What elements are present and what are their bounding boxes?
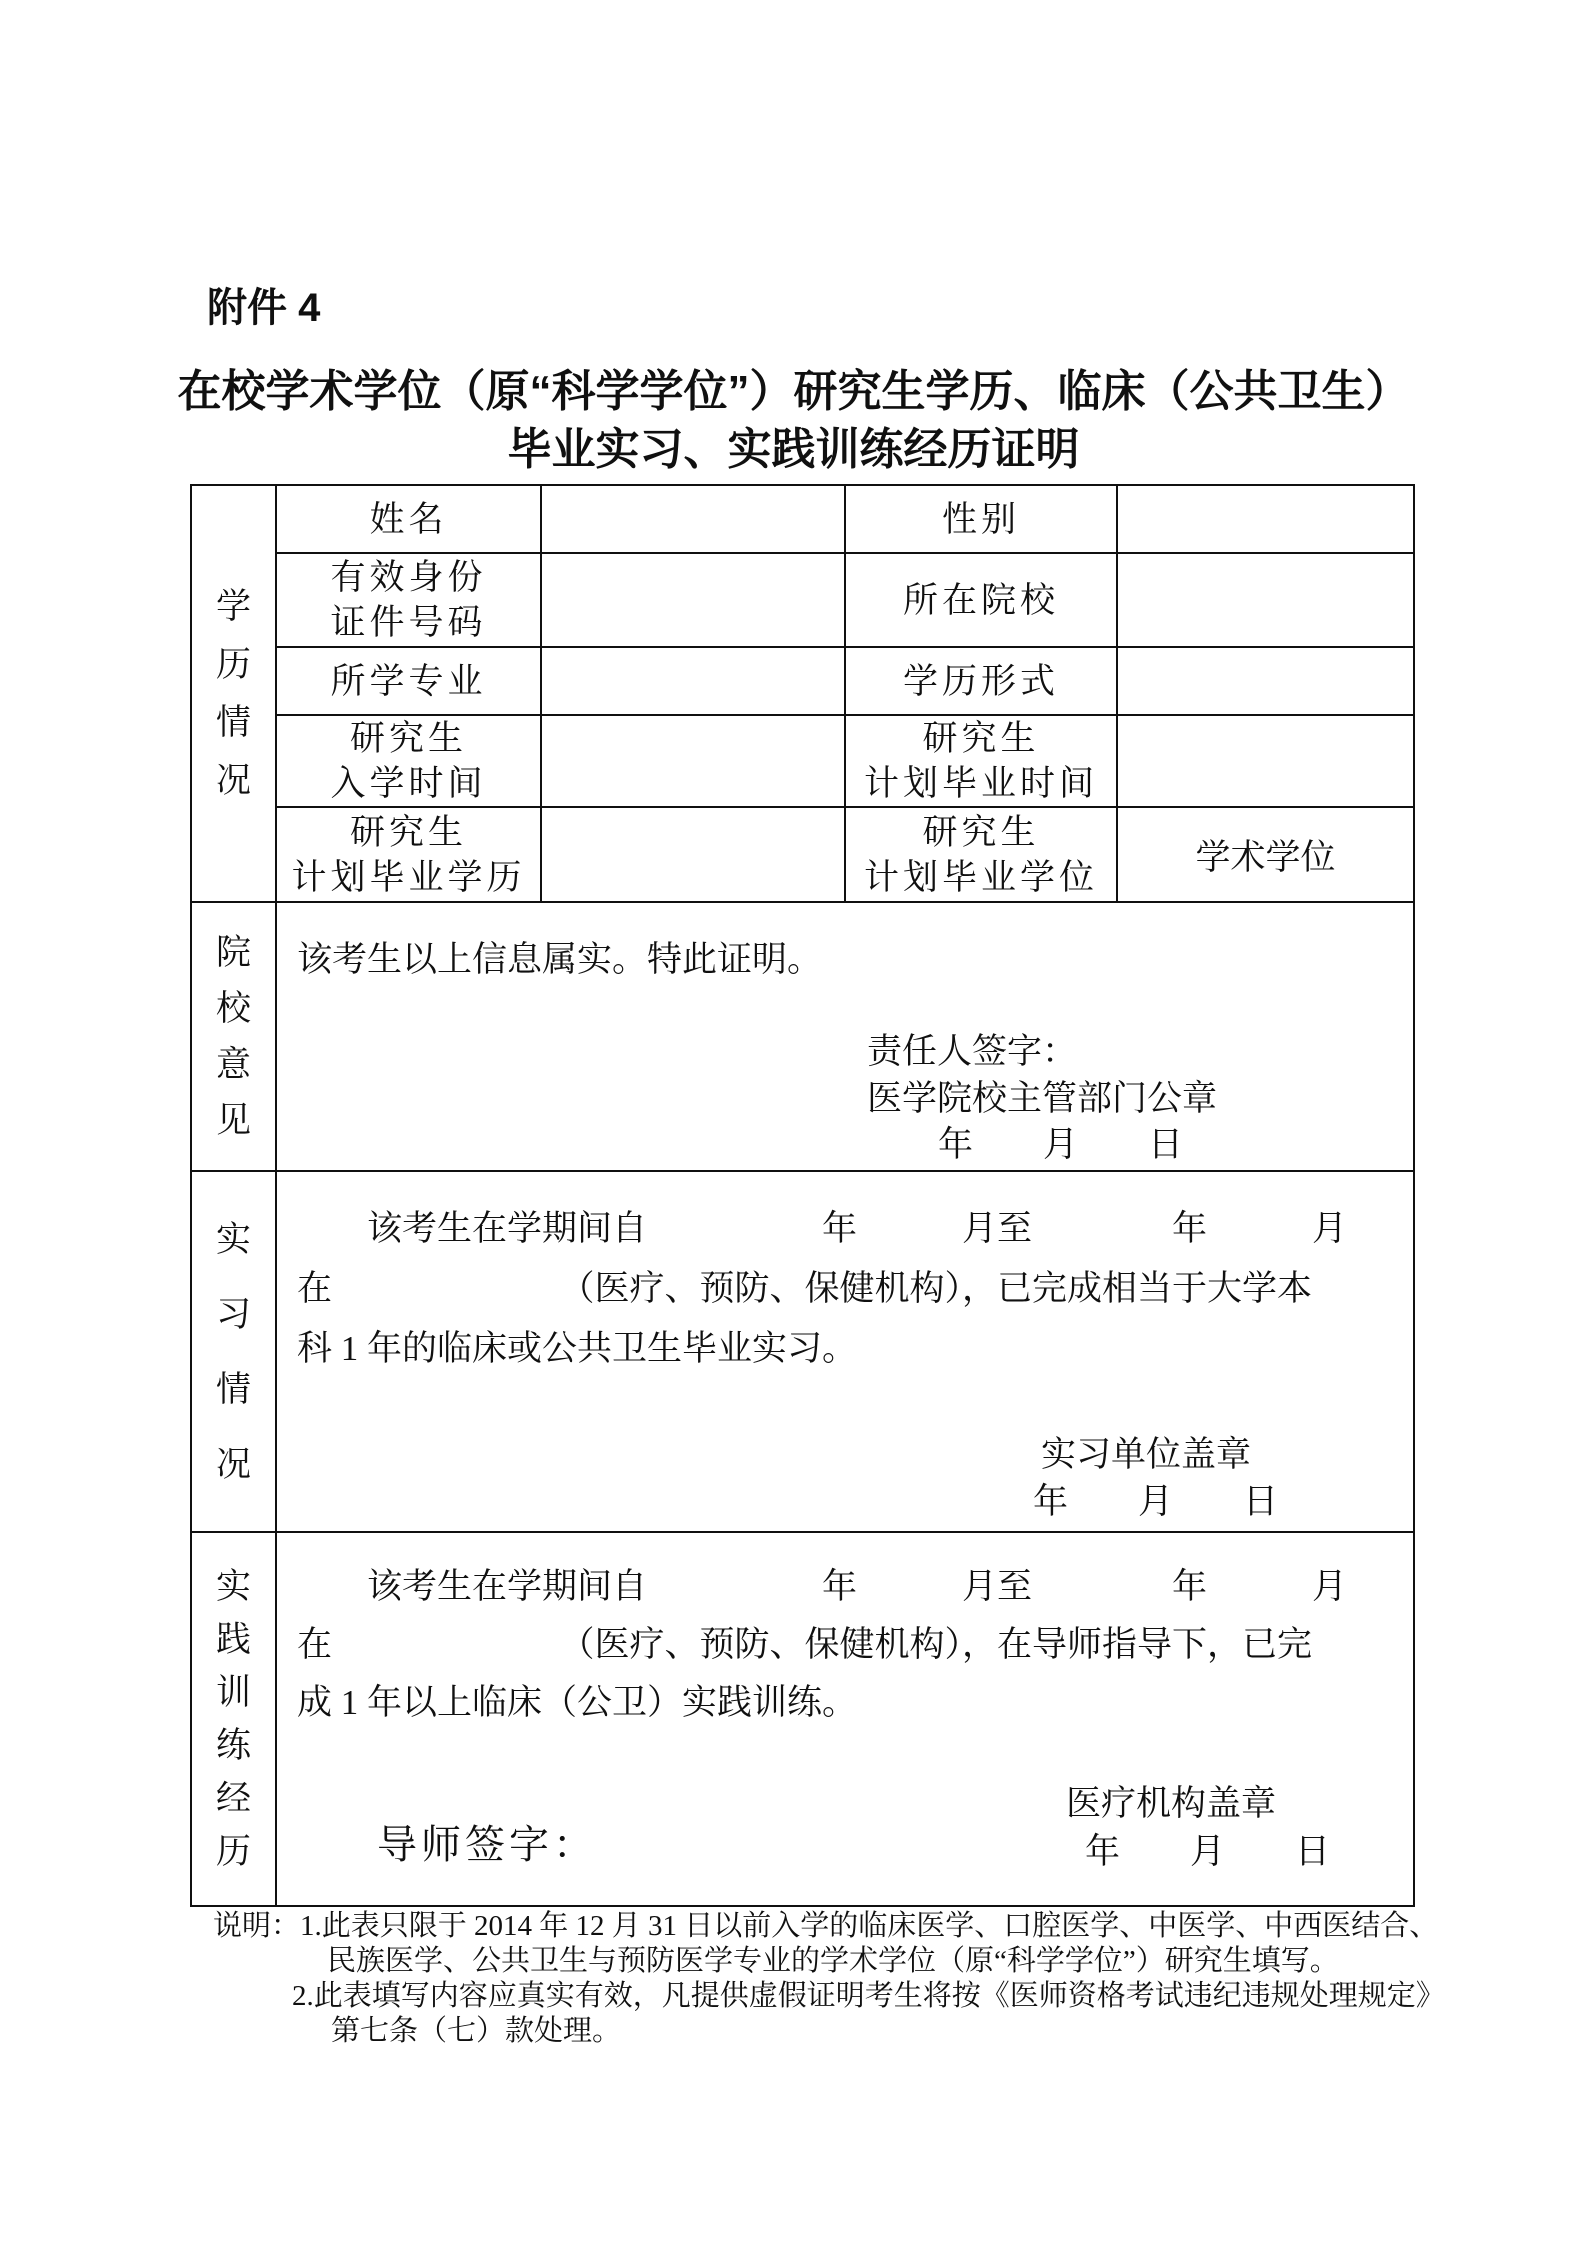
value-major-cell [541, 647, 845, 715]
section-label-char: 况 [215, 1444, 251, 1484]
signer-label: 责任人签字： [867, 1032, 1078, 1071]
table-row [191, 715, 1414, 807]
form-title-line2: 毕业实习、实践训练经历证明 [507, 425, 1080, 474]
value-id-number-cell [541, 553, 845, 647]
paragraph-line: 在 （医疗、预防、保健机构），已完成相当于大学本 [297, 1269, 1313, 1308]
section-label-char: 习 [215, 1294, 251, 1334]
field-name-label [276, 485, 541, 553]
field-text: 研究生 [349, 719, 467, 758]
medical-stamp-label: 医疗机构盖章 [1066, 1784, 1277, 1823]
section-label-char: 训 [215, 1673, 251, 1712]
field-text: 研究生 [922, 719, 1040, 758]
field-text: 计划毕业学位 [863, 857, 1098, 897]
paragraph-line: 科 1 年的临床或公共卫生毕业实习。 [297, 1329, 858, 1368]
section-label-char: 经 [215, 1779, 251, 1818]
field-text: 入学时间 [330, 764, 487, 803]
field-text: 研究生 [922, 812, 1040, 852]
field-gender-label [845, 485, 1117, 553]
field-text: 姓名 [369, 499, 448, 539]
note-line: 第七条（七）款处理。 [331, 2015, 622, 2047]
table-row [191, 1171, 1414, 1532]
section-label-char: 实 [215, 1219, 251, 1259]
date-line: 年 月 日 [938, 1125, 1184, 1164]
field-text: 研究生 [349, 812, 467, 852]
tutor-sign-label: 导师签字： [377, 1822, 597, 1867]
section-label-school-opinion [191, 902, 276, 1171]
field-text: 学历形式 [902, 661, 1059, 701]
field-text: 所在院校 [902, 580, 1059, 620]
practice-paragraph [297, 1558, 1407, 1732]
field-plan-graduate-degree-label [845, 807, 1117, 902]
attachment-label: 附件 4 [207, 286, 321, 330]
field-major-label [276, 647, 541, 715]
section-label-char: 校 [215, 988, 251, 1028]
field-text: 性别 [941, 499, 1020, 539]
table-row [191, 1532, 1414, 1906]
practice-content [276, 1532, 1414, 1906]
field-institution-label [845, 553, 1117, 647]
form-title-line1: 在校学术学位（原“科学学位”）研究生学历、临床（公共卫生） [177, 367, 1410, 416]
value-enroll-time-cell [541, 715, 845, 807]
paragraph-line: 成 1 年以上临床（公卫）实践训练。 [297, 1683, 858, 1722]
section-label-char: 练 [215, 1726, 251, 1765]
table-row [191, 647, 1414, 715]
note-line [190, 1909, 1439, 1944]
section-label-char: 见 [215, 1100, 251, 1140]
field-text: 计划毕业学历 [291, 857, 526, 897]
section-label-char: 况 [215, 760, 251, 800]
paragraph-line: 在 （医疗、预防、保健机构），在导师指导下，已完 [297, 1625, 1313, 1664]
field-text: 所学专业 [330, 661, 487, 701]
internship-paragraph [297, 1199, 1407, 1379]
date-line: 年 月 日 [1033, 1482, 1279, 1521]
internship-content [276, 1171, 1414, 1532]
table-row [191, 902, 1414, 1171]
form-title [0, 363, 1587, 479]
section-label-education [191, 485, 276, 902]
section-label-char: 意 [215, 1044, 251, 1084]
section-label-char: 情 [215, 1369, 251, 1409]
internship-stamp-label: 实习单位盖章 [1041, 1435, 1252, 1474]
field-enroll-time-label [276, 715, 541, 807]
opinion-statement: 该考生以上信息属实。特此证明。 [297, 940, 823, 979]
value-plan-graduate-time-cell [1117, 715, 1414, 807]
field-id-number-label [276, 553, 541, 647]
section-label-char: 学 [215, 586, 251, 626]
value-plan-graduate-degree-cell: 学术学位 [1117, 807, 1414, 902]
date-line: 年 月 日 [1085, 1832, 1331, 1871]
section-label-internship [191, 1171, 276, 1532]
field-plan-graduate-time-label [845, 715, 1117, 807]
notes-prefix: 说明： [213, 1910, 301, 1942]
field-plan-graduate-education-label [276, 807, 541, 902]
section-label-char: 历 [215, 1832, 251, 1871]
note-line: 民族医学、公共卫生与预防医学专业的学术学位（原“科学学位”）研究生填写。 [327, 1945, 1339, 1977]
paragraph-line: 该考生在学期间自 年 月至 年 月 [367, 1209, 1348, 1248]
value-name-cell [541, 485, 845, 553]
certificate-form-table [190, 484, 1415, 1907]
table-row [191, 485, 1414, 553]
field-text: 证件号码 [330, 603, 487, 642]
value-education-form-cell [1117, 647, 1414, 715]
note-text: 1.此表只限于 2014 年 12 月 31 日以前入学的临床医学、口腔医学、中医学、中西医结合、 [300, 1910, 1439, 1942]
section-label-char: 情 [215, 702, 251, 742]
school-opinion-content [276, 902, 1414, 1171]
section-label-practice [191, 1532, 276, 1906]
field-text: 有效身份 [330, 558, 487, 597]
value-plan-graduate-education-cell [541, 807, 845, 902]
value-gender-cell [1117, 485, 1414, 553]
section-label-char: 院 [215, 932, 251, 972]
section-label-char: 实 [215, 1567, 251, 1606]
notes-block [190, 1909, 1445, 2049]
section-label-char: 历 [215, 644, 251, 684]
paragraph-line: 该考生在学期间自 年 月至 年 月 [367, 1567, 1348, 1606]
field-education-form-label [845, 647, 1117, 715]
field-text: 计划毕业时间 [863, 764, 1098, 803]
section-label-char: 践 [215, 1620, 251, 1659]
table-row [191, 553, 1414, 647]
note-line: 2.此表填写内容应真实有效，凡提供虚假证明考生将按《医师资格考试违纪违规处理规定》 [292, 1980, 1445, 2012]
school-stamp-label: 医学院校主管部门公章 [867, 1079, 1218, 1118]
value-institution-cell [1117, 553, 1414, 647]
table-row [191, 807, 1414, 902]
